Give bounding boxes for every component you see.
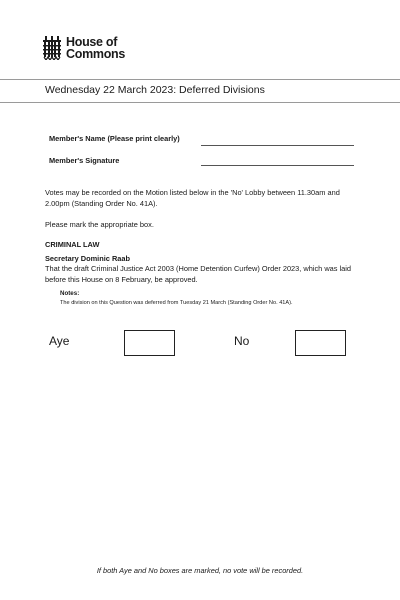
notes-title: Notes:: [60, 290, 80, 297]
header-rule-bottom: [0, 102, 400, 103]
footer-warning: If both Aye and No boxes are marked, no vote will be recorded.: [96, 566, 304, 575]
voting-instructions: Votes may be recorded on the Motion listed below in the 'No' Lobby between 11.30am and 2.00pm (Standing Order No. 41A).: [45, 188, 340, 208]
aye-checkbox[interactable]: [124, 330, 175, 356]
mark-box-instruction: Please mark the appropriate box.: [45, 220, 154, 229]
logo-wordmark: [66, 36, 125, 60]
member-signature-label: Member's Signature: [49, 156, 120, 165]
member-name-field[interactable]: [201, 145, 354, 146]
header-rule-top: [0, 79, 400, 80]
motion-mover: Secretary Dominic Raab: [45, 254, 131, 263]
notes-text: The division on this Question was deferred from Tuesday 21 March (Standing Order No. 41A).: [60, 300, 293, 306]
page-title: Wednesday 22 March 2023: Deferred Divisions: [45, 84, 265, 96]
motion-heading: CRIMINAL LAW: [45, 240, 100, 249]
no-checkbox[interactable]: [295, 330, 346, 356]
logo-line-1: House of: [66, 35, 118, 49]
member-name-label: Member's Name (Please print clearly): [49, 134, 180, 143]
motion-text: That the draft Criminal Justice Act 2003 (Home Detention Curfew) Order 2023, which was laid before this House on 8 February, be approved.: [45, 264, 352, 284]
aye-label: Aye: [49, 334, 70, 348]
no-label: No: [234, 334, 250, 348]
logo-line-2: Commons: [66, 47, 126, 61]
portcullis-icon: [42, 36, 62, 60]
member-signature-field[interactable]: [201, 165, 354, 166]
house-of-commons-logo: [42, 36, 125, 60]
